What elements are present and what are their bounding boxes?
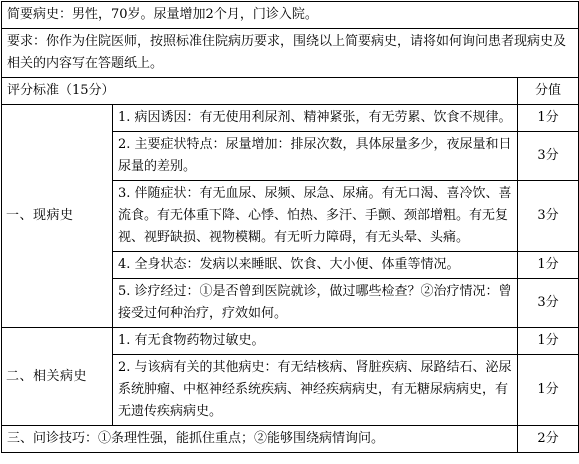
criterion-score: 1分 xyxy=(518,105,579,132)
criterion-score: 1分 xyxy=(518,328,579,355)
requirement-text: 要求：你作为住院医师，按照标准住院病历要求，围绕以上简要病史，请将如何询问患者现病史及相关的内容写在答题纸上。 xyxy=(2,29,579,78)
criterion-item: 4. 全身状态：发病以来睡眠、饮食、大小便、体重等情况。 xyxy=(113,252,518,279)
criterion-score: 2分 xyxy=(518,426,579,453)
criterion-score: 3分 xyxy=(518,132,579,181)
criterion-item: 3. 伴随症状：有无血尿、尿频、尿急、尿痛。有无口渴、喜冷饮、喜流食。有无体重下降、心悸、怕热、多汗、手颤、颈部增粗。有无复视、视野缺损、视物模糊。有无听力障碍，有无头晕、头痛。 xyxy=(113,181,518,252)
criterion-score: 3分 xyxy=(518,181,579,252)
section-title: 一、现病史 xyxy=(2,105,113,328)
interview-skills: 三、问诊技巧：①条理性强，能抓住重点；②能够围绕病情询问。 xyxy=(2,426,518,453)
criterion-score: 3分 xyxy=(518,279,579,328)
criterion-score: 1分 xyxy=(518,252,579,279)
criteria-header: 评分标准（15分） xyxy=(2,78,518,105)
case-summary: 简要病史：男性，70岁。尿量增加2个月，门诊入院。 xyxy=(2,2,579,29)
criterion-item: 2. 主要症状特点：尿量增加：排尿次数，具体尿量多少，夜尿量和日尿量的差别。 xyxy=(113,132,518,181)
criterion-item: 2. 与该病有关的其他病史：有无结核病、肾脏疾病、尿路结石、泌尿系统肿瘤、中枢神经系统疾病、神经疾病病史，有无糖尿病病史，有无遗传疾病病史。 xyxy=(113,355,518,426)
criterion-score: 1分 xyxy=(518,355,579,426)
section-title: 二、相关病史 xyxy=(2,328,113,426)
score-header: 分值 xyxy=(518,78,579,105)
criterion-item: 1. 病因诱因：有无使用利尿剂、精神紧张，有无劳累、饮食不规律。 xyxy=(113,105,518,132)
scoring-table xyxy=(1,1,579,453)
criterion-item: 5. 诊疗经过：①是否曾到医院就诊，做过哪些检查？②治疗情况：曾接受过何种治疗，疗效如何。 xyxy=(113,279,518,328)
criterion-item: 1. 有无食物药物过敏史。 xyxy=(113,328,518,355)
